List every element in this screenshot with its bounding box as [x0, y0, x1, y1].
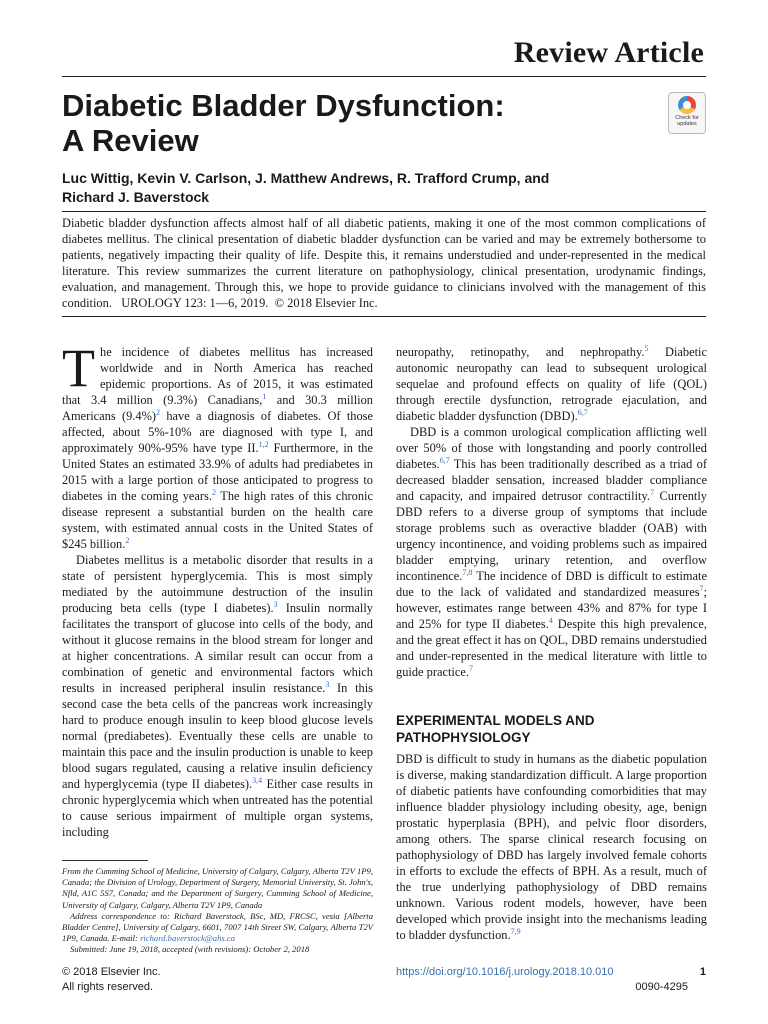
authors-line-1: Luc Wittig, Kevin V. Carlson, J. Matthew Andrews, R. Trafford Crump, and — [62, 170, 550, 186]
heading-line-1: EXPERIMENTAL MODELS AND — [396, 713, 595, 728]
doi-link[interactable]: https://doi.org/10.1016/j.urology.2018.10.010 — [396, 966, 614, 978]
citation-ref[interactable]: 7 — [468, 663, 473, 673]
citation-ref[interactable]: 6,7 — [577, 407, 588, 417]
citation-ref[interactable]: 7 — [649, 487, 654, 497]
footnotes — [62, 866, 373, 956]
footnote-divider — [62, 860, 148, 861]
pathophysiology-paragraph: DBD is difficult to study in humans as the diabetic population is diverse, making standardization difficult. A large proportion of diabetic patients have confounding comorbidities that may influence bladder physiology including obesity, age, benign prostatic hyperplasia (BPH), and pelvic floor disorders, among others. The sparse clinical research focusing on pathophysiology of DBD has largely involved female cohorts in efforts to exclude the effects of BPH. As a result, much of the true underlying pathophysiology of DBD remains unknown. Various rodent models, however, have been developed which provide insight into the mechanisms leading to bladder dysfunction.$^{7,9}$ — [396, 752, 707, 942]
badge-text-line-2: updates — [677, 121, 697, 127]
citation-ref[interactable]: 2 — [211, 487, 216, 497]
intro-paragraph-3: neuropathy, retinopathy, and nephropathy.$^5$ Diabetic autonomic neuropathy can lead to subsequent urological sequelae and profound effects on quality of life (QOL) through erectile dysfunction, retrograde ejaculation, and diabetic bladder dysfunction (DBD).$^{6,7}$ — [396, 343, 707, 423]
crossmark-icon — [678, 96, 696, 114]
page-number: 1 — [699, 966, 706, 978]
footer-copyright: © 2018 Elsevier Inc. — [62, 966, 161, 978]
title-line-1: Diabetic Bladder Dysfunction: — [62, 88, 505, 123]
correspondence-email-link[interactable]: richard.baverstock@ahs.ca — [140, 933, 236, 944]
footer-right — [396, 965, 706, 993]
citation-ref[interactable]: 3 — [325, 679, 330, 689]
citation-ref[interactable]: 7,8 — [462, 567, 473, 577]
heading-line-2: PATHOPHYSIOLOGY — [396, 730, 531, 745]
submission-note: Submitted: June 19, 2018, accepted (with revisions): October 2, 2018 — [70, 944, 310, 955]
citation-ref[interactable]: 2 — [125, 535, 130, 545]
footer-rights: All rights reserved. — [62, 981, 154, 993]
citation-ref[interactable]: 1,2 — [258, 439, 269, 449]
citation-ref[interactable]: 7 — [699, 583, 704, 593]
correspondence-note: Address correspondence to: Richard Baverstock, BSc, MD, FRCSC, vesia [Alberta Bladder Centre], University of Calgary, 6601, 7007 14th Street SW, Calgary, Alberta T2V 1P9, Canada. E-mail: richard.baverstock@ahs.ca — [62, 910, 373, 944]
abstract-copyright: © 2018 Elsevier Inc. — [274, 296, 378, 310]
citation-ref[interactable]: 3 — [273, 599, 278, 609]
section-heading — [396, 712, 707, 746]
journal-citation: UROLOGY 123: 1—6, 2019. — [121, 296, 269, 310]
issn: 0090-4295 — [635, 981, 688, 993]
intro-paragraph-2: Diabetes mellitus is a metabolic disorder that results in a state of persistent hyperglycemia. This is most simply mediated by the autoimmune destruction of the insulin producing beta cells (type I diabetes).$^3$ Insulin normally facilitates the transport of glucose into cells of the body, and without it glucose remains in the blood stream for longer and at higher concentrations. A similar result can occur from a combination of genetic and environmental factors which results in increased peripheral insulin resistance.$^3$ In this second case the beta cells of the pancreas work increasingly hard to produce enough insulin to keep blood glucose levels normal (prediabetes). Eventually these cells are unable to maintain this pace and the insulin production is unable to keep blood sugars regulated, causing a relative insulin deficiency and hyperglycemia (type II diabetes).$^{3,4}$ Either case results in chronic hyperglycemia which when untreated has the potential to cause serious impairment of multiple organ systems, including — [62, 553, 373, 839]
title-line-2: A Review — [62, 123, 199, 158]
author-list — [62, 169, 662, 207]
citation-ref[interactable]: 1 — [262, 391, 267, 401]
abstract — [62, 211, 706, 317]
authors-line-2: Richard J. Baverstock — [62, 189, 210, 205]
drop-cap: T — [62, 338, 95, 398]
article-type-label: Review Article — [513, 36, 704, 69]
citation-ref[interactable]: 3,4 — [252, 775, 263, 785]
abstract-text: Diabetic bladder dysfunction affects almost half of all diabetic patients, making it one of the most common complications of diabetes mellitus. The clinical presentation of diabetic bladder dysfunction can be varied and may be extremely bothersome to patients, negatively impacting their quality of life. Despite this, it remains understudied and under-represented in the medical literature. This review summarizes the current literature on pathophysiology, clinical presentation, urodynamic findings, evaluation, and management. Through this, we hope to provide guidance to clinicians involved with the management of this condition. — [62, 216, 706, 310]
citation-ref[interactable]: 7,9 — [510, 926, 521, 936]
right-column — [396, 344, 707, 943]
affiliation-note: From the Cumming School of Medicine, University of Calgary, Calgary, Alberta T2V 1P9, Canada; the Division of Urology, Department of Surgery, Memorial University, St. John's, Nfld, A1C 5S7, Canada; and the Department of Surgery, Cumming School of Medicine, University of Calgary, Calgary, Alberta T2V 1P9, Canada — [62, 866, 373, 910]
citation-ref[interactable]: 2 — [156, 407, 161, 417]
citation-ref[interactable]: 5 — [644, 343, 649, 353]
check-for-updates-badge[interactable] — [668, 92, 706, 134]
citation-ref[interactable]: 4 — [548, 615, 553, 625]
badge-text-line-1: Check for — [675, 115, 699, 121]
intro-paragraph-1: The incidence of diabetes mellitus has increased worldwide and in North America has reached epidemic proportions. As of 2015, it was estimated that 3.4 million (9.3%) Canadians,$^1$ and 30.3 million Americans $(9.4\%)^2$ have a diagnosis of diabetes. Of those affected, about 5%-10% are diagnosed with type I, and approximately 90%-95% have type II.$^{1,2}$ Furthermore, in the United States an estimated 33.9% of adults had prediabetes in 2015 with a large portion of those anticipated to progress to diabetes in the coming years.$^2$ The high rates of this chronic disease represent a substantial burden on the health care system, with estimated annual costs in the United States of $245 billion.$^2$ — [62, 338, 374, 551]
article-title — [62, 88, 622, 158]
header-divider — [62, 76, 706, 77]
left-column — [62, 338, 374, 840]
footer-left — [62, 965, 161, 995]
citation-ref[interactable]: 6,7 — [439, 455, 450, 465]
intro-paragraph-4: DBD is a common urological complication afflicting well over 50% of those with longstanding and poorly controlled diabetes.$^{6,7}$ This has been traditionally described as a triad of decreased bladder sensation, increased bladder compliance and capacity, and impaired detrusor contractility.$^7$ Currently DBD refers to a diverse group of symptoms that include storage problems such as overactive bladder (OAB) with urgency incontinence, and voiding problems such as impaired bladder emptying, urinary retention, and overflow incontinence.$^{7,8}$ The incidence of DBD is difficult to estimate due to the lack of validated and standardized measures$^7$; however, estimates range between 43% and 87% for type I and 25% for type II diabetes.$^4$ Despite this high prevalence, and the great effect it has on QOL, DBD remains understudied and under-represented in the medical literature with little to guide practice.$^7$ — [396, 425, 708, 679]
